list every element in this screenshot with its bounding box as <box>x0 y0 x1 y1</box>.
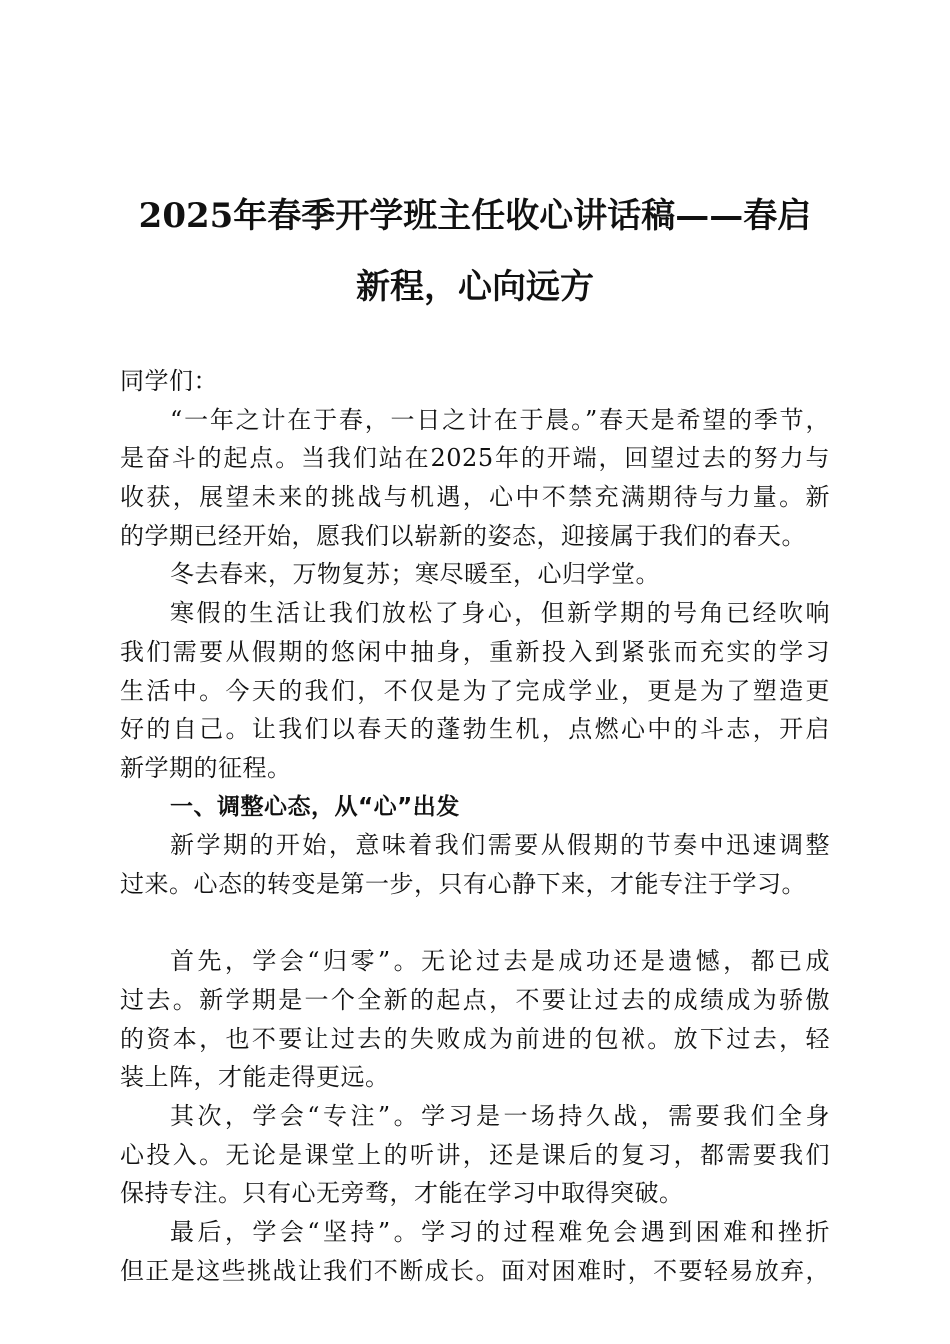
salutation: 同学们： <box>120 367 218 395</box>
paragraph-line: 冬去春来，万物复苏；寒尽暖至，心归学堂。 <box>170 560 660 589</box>
document-body <box>120 362 830 1291</box>
paragraph-line: 我们需要从假期的悠闲中抽身，重新投入到紧张而充实的学习 <box>120 637 830 666</box>
document-title-line-2: 新程，心向远方 <box>356 267 594 307</box>
paragraph-line: 首先，学会“归零”。无论过去是成功还是遗憾，都已成 <box>170 947 830 976</box>
paragraph-line: 是奋斗的起点。当我们站在2025年的开端，回望过去的努力与 <box>120 444 830 473</box>
paragraph-line: 的资本，也不要让过去的失败成为前进的包袱。放下过去，轻 <box>120 1024 830 1053</box>
blank-line <box>120 904 830 943</box>
paragraph-line: 过去。新学期是一个全新的起点，不要让过去的成绩成为骄傲 <box>120 986 830 1014</box>
paragraph-line: “一年之计在于春，一日之计在于晨。”春天是希望的季节， <box>170 405 830 434</box>
paragraph-line: 生活中。今天的我们，不仅是为了完成学业，更是为了塑造更 <box>120 676 830 705</box>
paragraph-line: 新学期的开始，意味着我们需要从假期的节奏中迅速调整 <box>170 831 830 860</box>
paragraph-line: 但正是这些挑战让我们不断成长。面对困难时，不要轻易放弃， <box>120 1256 830 1285</box>
paragraph-line: 新学期的征程。 <box>120 753 292 782</box>
paragraph-line: 最后，学会“坚持”。学习的过程难免会遇到困难和挫折 <box>170 1218 830 1247</box>
paragraph-line: 其次，学会“专注”。学习是一场持久战，需要我们全身 <box>170 1102 830 1131</box>
paragraph-line: 收获，展望未来的挑战与机遇，心中不禁充满期待与力量。新 <box>120 483 830 512</box>
paragraph-line: 过来。心态的转变是第一步，只有心静下来，才能专注于学习。 <box>120 869 806 898</box>
document-title-line-1: 2025年春季开学班主任收心讲话稿——春启 <box>138 196 812 236</box>
paragraph-line: 的学期已经开始，愿我们以崭新的姿态，迎接属于我们的春天。 <box>120 521 806 550</box>
paragraph-line: 保持专注。只有心无旁骛，才能在学习中取得突破。 <box>120 1179 684 1208</box>
paragraph-line: 好的自己。让我们以春天的蓬勃生机，点燃心中的斗志，开启 <box>120 715 830 744</box>
paragraph-line: 心投入。无论是课堂上的听讲，还是课后的复习，都需要我们 <box>120 1140 830 1169</box>
paragraph-line: 装上阵，才能走得更远。 <box>120 1063 390 1092</box>
section-heading: 一、调整心态，从“心”出发 <box>170 793 460 820</box>
paragraph-line: 寒假的生活让我们放松了身心，但新学期的号角已经吹响 <box>170 599 830 628</box>
